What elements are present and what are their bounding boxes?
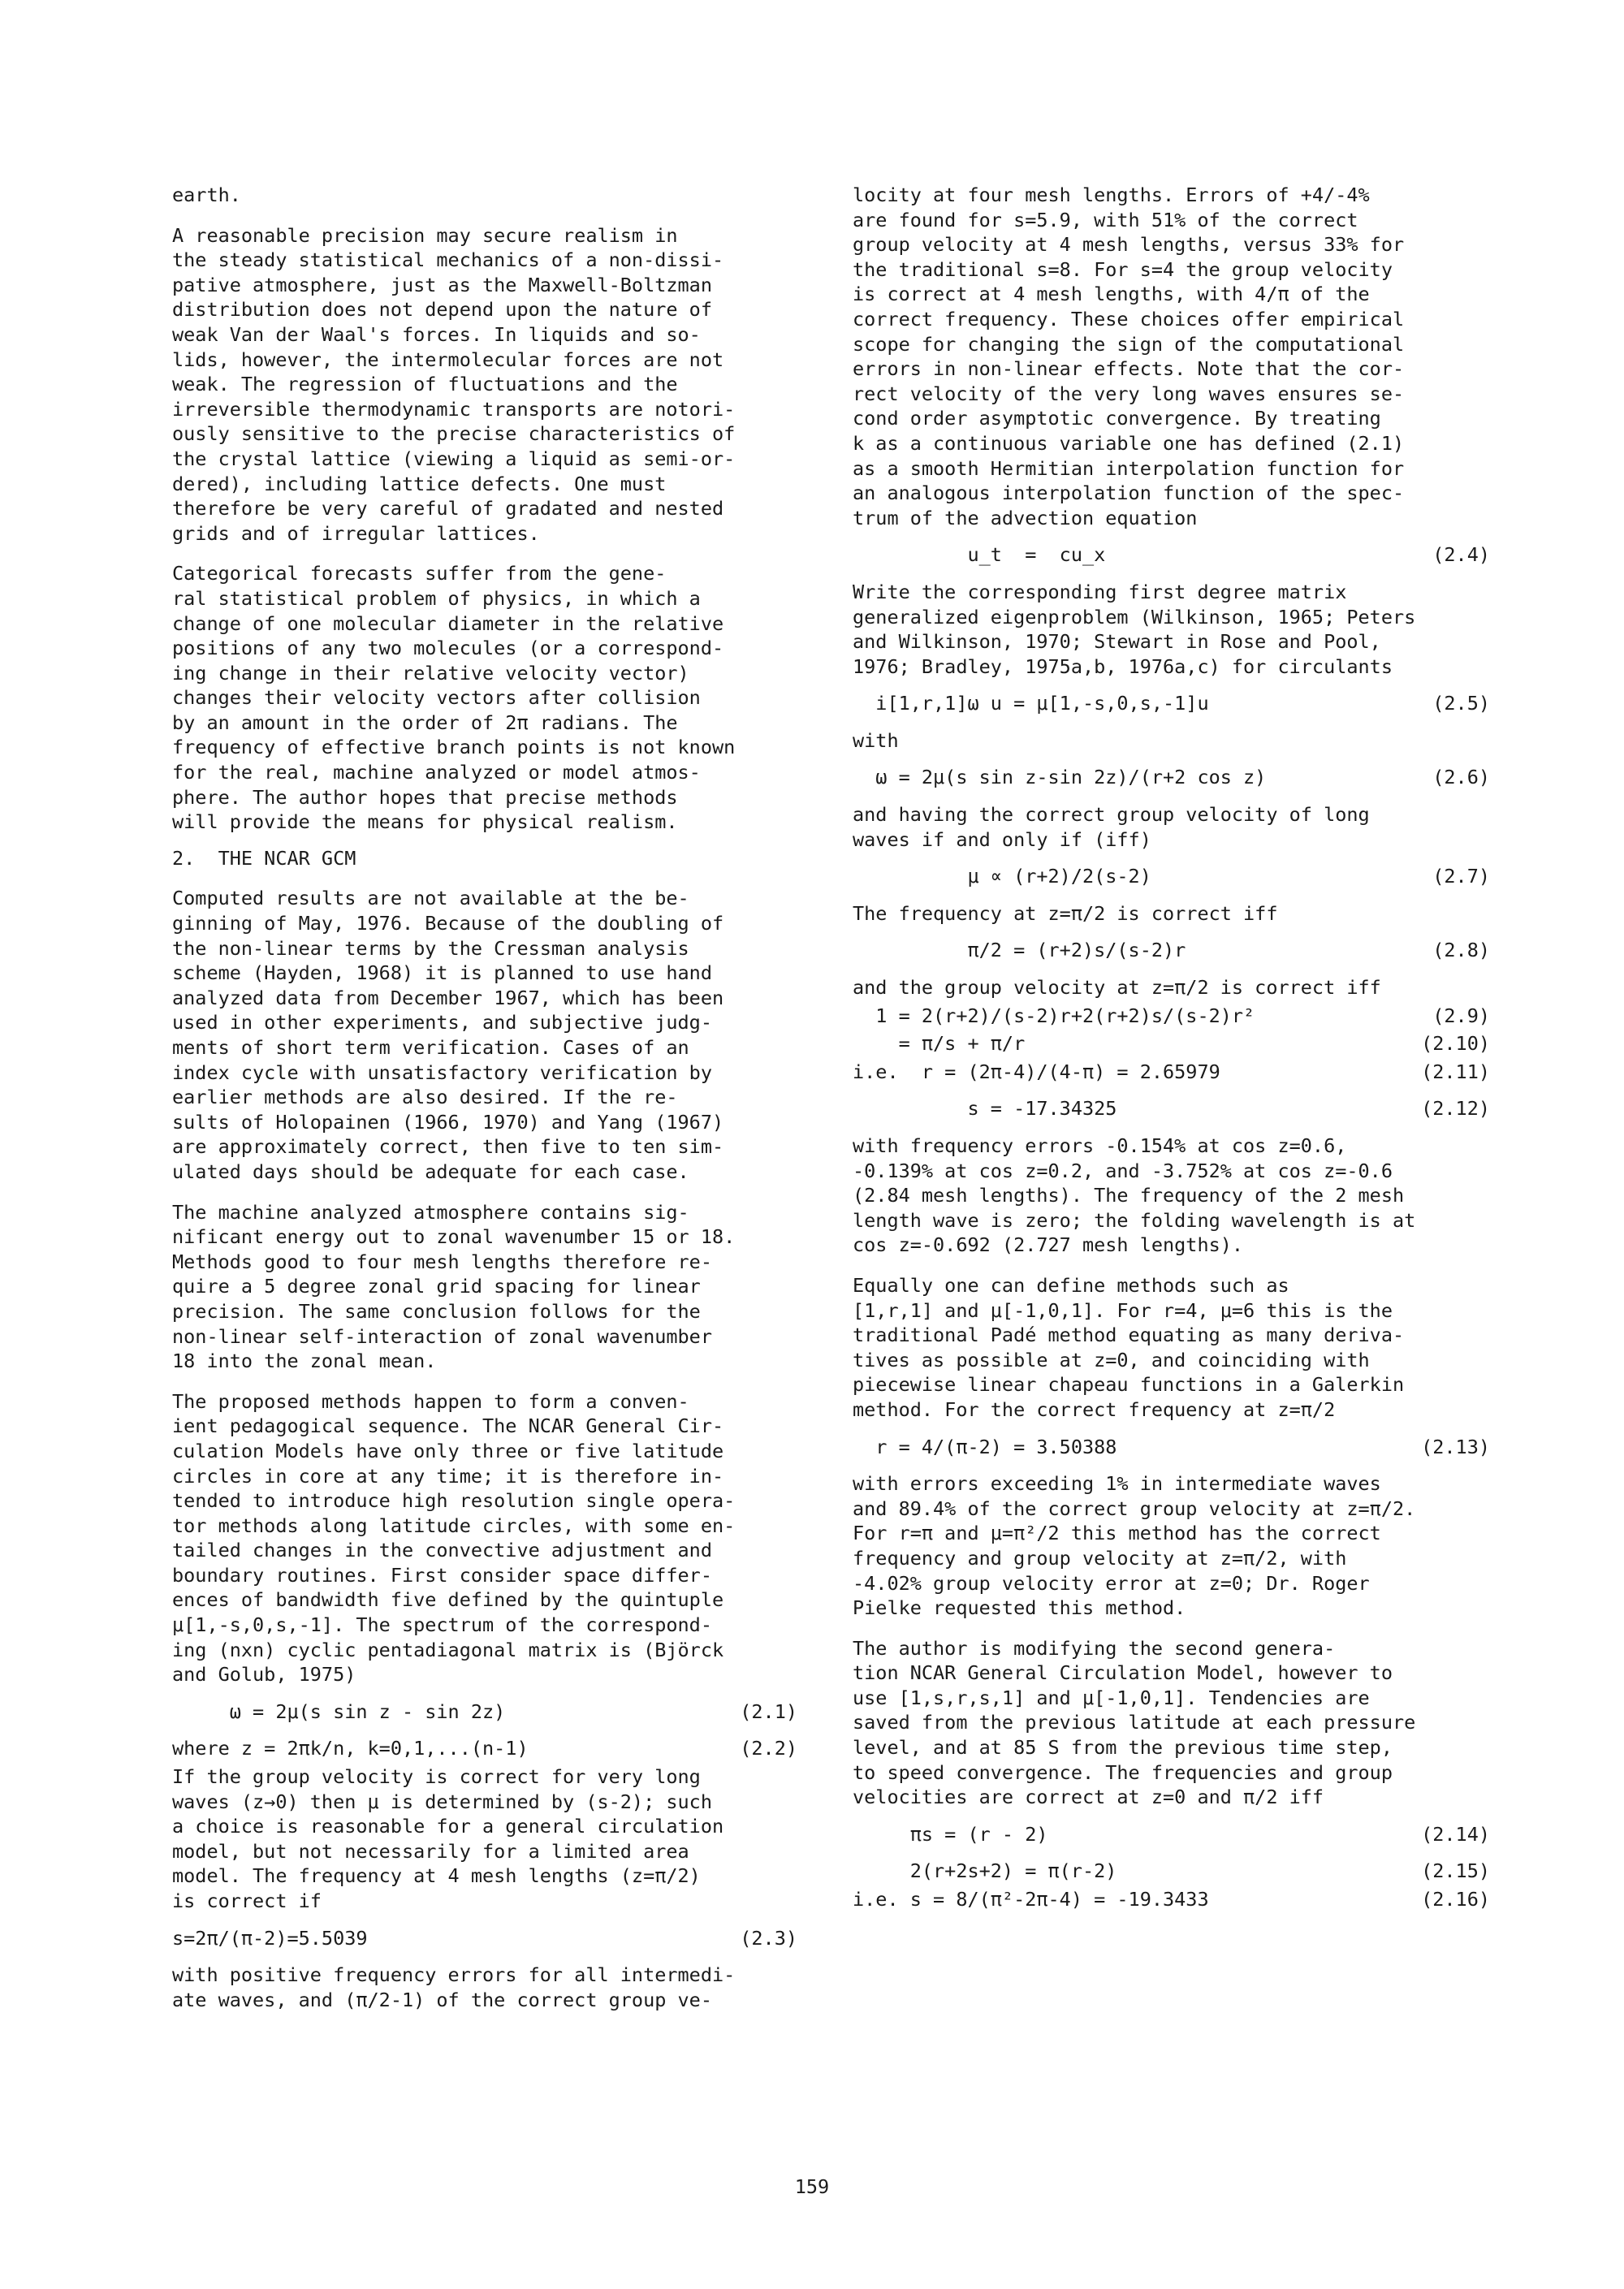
- equation-text: i.e. r = (2π-4)/(4-π) = 2.65979: [853, 1060, 1220, 1083]
- equation-number: (2.4): [1432, 543, 1490, 567]
- equation-number: (2.3): [740, 1926, 797, 1950]
- equation-text: πs = (r - 2): [853, 1822, 1048, 1846]
- equation-number: (2.2): [740, 1737, 797, 1760]
- equation-text: u_t = cu_x: [853, 543, 1106, 567]
- equation-2-8: [853, 938, 1490, 963]
- equation-2-4: [853, 542, 1490, 568]
- equation-2-5: [853, 691, 1490, 716]
- paragraph: and the group velocity at z=π/2 is correct iff: [853, 976, 1381, 1000]
- paragraph: Categorical forecasts suffer from the gene- ral statistical problem of physics, in which a change of one molecular diameter in the relative positions of any two molecules (or a correspond- ing change in their relative velocity vector) changes their velocity vectors after collision by an amount in the order of 2π radians. The frequency of effective branch points is not known for the real, machine analyzed or model atmos- phere. The author hopes that precise methods will provide the means for physical realism.: [172, 562, 736, 834]
- equation-text: 2(r+2s+2) = π(r-2): [853, 1859, 1117, 1883]
- equation-2-16: [853, 1887, 1490, 1912]
- equation-number: (2.15): [1421, 1859, 1490, 1883]
- equation-text: r = 4/(π-2) = 3.50388: [853, 1435, 1117, 1458]
- equation-2-10: [853, 1031, 1490, 1056]
- equation-text: μ ∝ (r+2)/2(s-2): [853, 865, 1151, 888]
- equation-text: = π/s + π/r: [853, 1032, 1026, 1056]
- equation-text: ω = 2μ(s sin z - sin 2z): [172, 1699, 506, 1723]
- equation-text: 1 = 2(r+2)/(s-2)r+2(r+2)s/(s-2)r²: [853, 1004, 1255, 1027]
- equation-number: (2.7): [1432, 865, 1490, 888]
- equation-number: (2.6): [1432, 766, 1490, 789]
- paragraph: with positive frequency errors for all intermedi- ate waves, and (π/2-1) of the correct group ve-: [172, 1963, 736, 2011]
- equation-2-14: [853, 1822, 1490, 1847]
- equation-text: where z = 2πk/n, k=0,1,...(n-1): [172, 1737, 529, 1760]
- equation-2-6: [853, 765, 1490, 790]
- equation-2-13: [853, 1435, 1490, 1460]
- paragraph: Computed results are not available at the be- ginning of May, 1976. Because of the doubling of the non-linear terms by the Cressman analysis scheme (Hayden, 1968) it is planned to use hand analyzed data from December 1967, which has been used in other experiments, and subjective judg- ments of short term verification. Cases of an index cycle with unsatisfactory verification by earlier methods are also desired. If the re- sults of Holopainen (1966, 1970) and Yang (1967) are approximately correct, then five to ten sim- ulated days should be adequate for each case.: [172, 887, 724, 1183]
- paragraph: The machine analyzed atmosphere contains sig- nificant energy out to zonal wavenumber 15 or 18. Methods good to four mesh lengths therefore re- quire a 5 degree zonal grid spacing for linear precision. The same conclusion follows for the non-linear self-interaction of zonal wavenumber 18 into the zonal mean.: [172, 1200, 736, 1373]
- equation-number: (2.14): [1421, 1822, 1490, 1846]
- equation-2-15: [853, 1859, 1490, 1884]
- paragraph: with frequency errors -0.154% at cos z=0.6, -0.139% at cos z=0.2, and -3.752% at cos z=-0.6 (2.84 mesh lengths). The frequency of the 2 mesh length wave is zero; the folding wavelength is at cos z=-0.692 (2.727 mesh lengths).: [853, 1134, 1416, 1257]
- equation-number: (2.16): [1421, 1888, 1490, 1911]
- equation-2-9: [853, 1004, 1490, 1029]
- paragraph: The proposed methods happen to form a conven- ient pedagogical sequence. The NCAR General Cir- culation Models have only three or five latitude circles in core at any time; it is therefore in- tended to introduce high resolution single opera- tor methods along latitude circles, with some en- tailed changes in the convective adjustment and boundary routines. First consider space differ- ences of bandwidth five defined by the quintuple μ[1,-s,0,s,-1]. The spectrum of the correspond- ing (nxn) cyclic pentadiagonal matrix is (Björck and Golub, 1975): [172, 1389, 736, 1687]
- equation-number: (2.10): [1421, 1032, 1490, 1056]
- paragraph: Write the corresponding first degree matrix generalized eigenproblem (Wilkinson, 1965; Peters and Wilkinson, 1970; Stewart in Rose and Pool, 1976; Bradley, 1975a,b, 1976a,c) for circulants: [853, 580, 1416, 678]
- paragraph: earth.: [172, 184, 241, 206]
- right-column: [853, 183, 1490, 1915]
- equation-2-12: [853, 1096, 1490, 1121]
- equation-text: π/2 = (r+2)s/(s-2)r: [853, 939, 1186, 962]
- paragraph: and having the correct group velocity of long waves if and only if (iff): [853, 803, 1370, 851]
- equation-2-2: [172, 1736, 797, 1761]
- equation-2-7: [853, 864, 1490, 889]
- equation-number: (2.1): [740, 1699, 797, 1723]
- equation-number: (2.11): [1421, 1060, 1490, 1083]
- paragraph: locity at four mesh lengths. Errors of +4/-4% are found for s=5.9, with 51% of the correct group velocity at 4 mesh lengths, versus 33% for the traditional s=8. For s=4 the group velocity is correct at 4 mesh lengths, with 4/π of the correct frequency. These choices offer empirical scope for changing the sign of the computational errors in non-linear effects. Note that the cor- rect velocity of the very long waves ensures se- cond order asymptotic convergence. By treating k as a continuous variable one has defined (2.1) as a smooth Hermitian interpolation function for an analogous interpolation function of the spec- trum of the advection equation: [853, 184, 1405, 529]
- equation-2-1: [172, 1699, 797, 1725]
- equation-text: i.e. s = 8/(π²-2π-4) = -19.3433: [853, 1888, 1209, 1911]
- equation-number: (2.5): [1432, 692, 1490, 715]
- equation-2-11: [853, 1060, 1490, 1085]
- paragraph: Equally one can define methods such as [1,r,1] and μ[-1,0,1]. For r=4, μ=6 this is the traditional Padé method equating as many deriva- tives as possible at z=0, and coinciding with piecewise linear chapeau functions in a Galerkin method. For the correct frequency at z=π/2: [853, 1273, 1405, 1421]
- equation-text: ω = 2μ(s sin z-sin 2z)/(r+2 cos z): [853, 766, 1267, 789]
- paragraph: with errors exceeding 1% in intermediate waves and 89.4% of the correct group velocity at z=π/2. For r=π and μ=π²/2 this method has the correct frequency and group velocity at z=π/2, with -4.02% group velocity error at z=0; Dr. Roger Pielke requested this method.: [853, 1472, 1416, 1620]
- equation-number: (2.13): [1421, 1435, 1490, 1458]
- equation-text: s = -17.34325: [853, 1097, 1117, 1121]
- equation-number: (2.12): [1421, 1097, 1490, 1121]
- page-number: 159: [794, 2175, 830, 2198]
- equation-number: (2.9): [1432, 1004, 1490, 1027]
- equation-2-3: [172, 1926, 797, 1951]
- paragraph: The author is modifying the second genera- tion NCAR General Circulation Model, however to use [1,s,r,s,1] and μ[-1,0,1]. Tendencies are saved from the previous latitude at each pressure level, and at 85 S from the previous time step, to speed convergence. The frequencies and group velocities are correct at z=0 and π/2 iff: [853, 1636, 1416, 1809]
- equation-number: (2.8): [1432, 939, 1490, 962]
- equation-text: i[1,r,1]ω u = μ[1,-s,0,s,-1]u: [853, 692, 1209, 715]
- left-column: [172, 183, 797, 2012]
- equation-text: s=2π/(π-2)=5.5039: [172, 1926, 368, 1950]
- section-heading: 2. THE NCAR GCM: [172, 846, 356, 870]
- paragraph: The frequency at z=π/2 is correct iff: [853, 901, 1278, 925]
- paragraph: A reasonable precision may secure realism in the steady statistical mechanics of a non-dissi- pative atmosphere, just as the Maxwell-Boltzman distribution does not depend upon the nature of weak Van der Waal's forces. In liquids and so- lids, however, the intermolecular forces are not weak. The regression of fluctuations and the irreversible thermodynamic transports are notori- ously sensitive to the precise characteristics of the crystal lattice (viewing a liquid as semi-or- dered), including lattice defects. One must therefore be very careful of gradated and nested grids and of irregular lattices.: [172, 223, 736, 545]
- paragraph: If the group velocity is correct for very long waves (z→0) then μ is determined by (s-2); such a choice is reasonable for a general circulation model, but not necessarily for a limited area model. The frequency at 4 mesh lengths (z=π/2) is correct if: [172, 1765, 724, 1912]
- paragraph: with: [853, 728, 899, 752]
